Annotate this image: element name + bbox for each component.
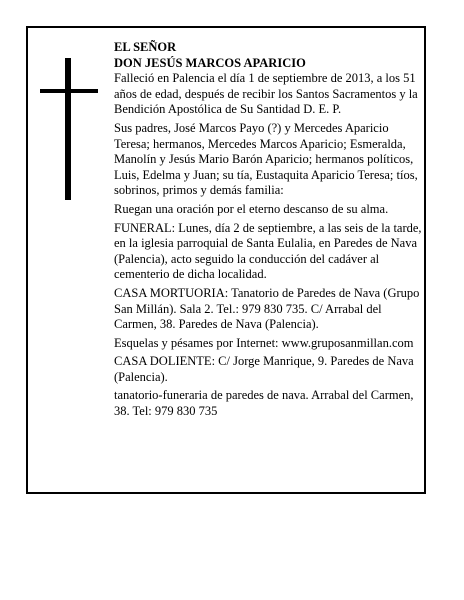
notice-paragraph-funeral-home: tanatorio-funeraria de paredes de nava. Arrabal del Carmen, 38. Tel: 979 830 735 bbox=[114, 388, 414, 419]
notice-content bbox=[114, 40, 424, 423]
cross-horizontal-bar bbox=[40, 89, 98, 93]
latin-cross-icon bbox=[40, 58, 98, 200]
notice-paragraph-funeral: FUNERAL: Lunes, día 2 de septiembre, a las seis de la tarde, en la iglesia parroquial de Santa Eulalia, en Paredes de Nava (Palencia), acto seguido la conducción del cadáver al cementerio de dicha localidad. bbox=[114, 220, 422, 282]
notice-heading-title: EL SEÑOR bbox=[114, 40, 177, 54]
notice-paragraph-mortuary: CASA MORTUORIA: Tanatorio de Paredes de Nava (Grupo San Millán). Sala 2. Tel.: 979 830 735. C/ Arrabal del Carmen, 38. Paredes de Nava (Palencia). bbox=[114, 285, 420, 332]
cross-vertical-bar bbox=[65, 58, 71, 200]
notice-paragraph-internet: Esquelas y pésames por Internet: www.gruposanmillan.com bbox=[114, 335, 414, 350]
notice-heading-name: DON JESÚS MARCOS APARICIO bbox=[114, 55, 306, 70]
notice-paragraph-household: CASA DOLIENTE: C/ Jorge Manrique, 9. Paredes de Nava (Palencia). bbox=[114, 354, 414, 384]
notice-paragraph-family: Sus padres, José Marcos Payo (?) y Mercedes Aparicio Teresa; hermanos, Mercedes Marcos Aparicio; Esmeralda, Manolín y Jesús Mario Barón Aparicio; hermanos políticos, Luis, Edelma y Juan; su tía, Eustaquita Aparicio Teresa; tíos, sobrinos, primos y demás familia: bbox=[114, 120, 418, 198]
obituary-notice bbox=[26, 26, 426, 494]
notice-paragraph-death: Falleció en Palencia el día 1 de septiembre de 2013, a los 51 años de edad, después de recibir los Santos Sacramentos y la Bendición Apostólica de Su Santidad D. E. P. bbox=[114, 71, 418, 117]
notice-paragraph-prayer: Ruegan una oración por el eterno descanso de su alma. bbox=[114, 201, 389, 216]
